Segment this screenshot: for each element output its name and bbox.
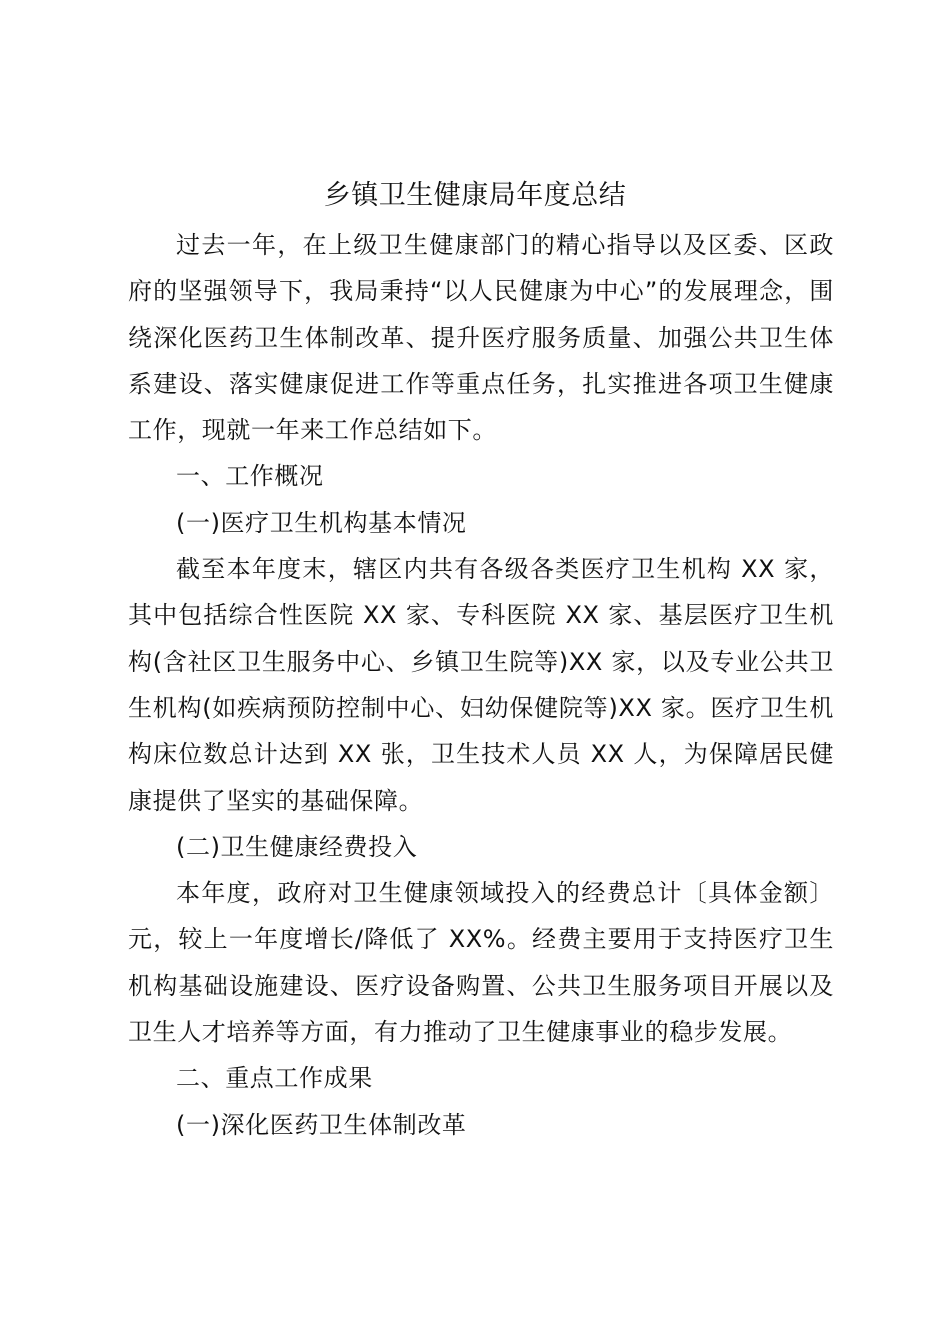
intro-paragraph: 过去一年，在上级卫生健康部门的精心指导以及区委、区政府的坚强领导下，我局秉持“以人民健康为中心”的发展理念，围绕深化医药卫生体制改革、提升医疗服务质量、加强公共卫生体系建设、落实健康促进工作等重点任务，扎实推进各项卫生健康工作，现就一年来工作总结如下。	[128, 231, 834, 445]
document-title: 乡镇卫生健康局年度总结	[323, 180, 627, 211]
section-heading-overview: 一、工作概况	[176, 462, 324, 491]
document-body	[128, 222, 834, 1148]
funding-paragraph: 本年度，政府对卫生健康领域投入的经费总计〔具体金额〕元，较上一年度增长/降低了 XX%。经费主要用于支持医疗卫生机构基础设施建设、医疗设备购置、公共卫生服务项目开展以及卫生人才培养等方面，有力推动了卫生健康事业的稳步发展。	[128, 879, 834, 1047]
subsection-heading-funding: (二)卫生健康经费投入	[176, 832, 418, 861]
subsection-heading-reform: (一)深化医药卫生体制改革	[176, 1110, 467, 1139]
subsection-heading-institutions: (一)医疗卫生机构基本情况	[176, 508, 467, 537]
institutions-paragraph: 截至本年度末，辖区内共有各级各类医疗卫生机构 XX 家，其中包括综合性医院 XX 家、专科医院 XX 家、基层医疗卫生机构(含社区卫生服务中心、乡镇卫生院等)XX 家，以及专业公共卫生机构(如疾病预防控制中心、妇幼保健院等)XX 家。医疗卫生机构床位数总计达到 XX 张，卫生技术人员 XX 人，为保障居民健康提供了坚实的基础保障。	[128, 555, 834, 815]
section-heading-achievements: 二、重点工作成果	[176, 1064, 373, 1093]
